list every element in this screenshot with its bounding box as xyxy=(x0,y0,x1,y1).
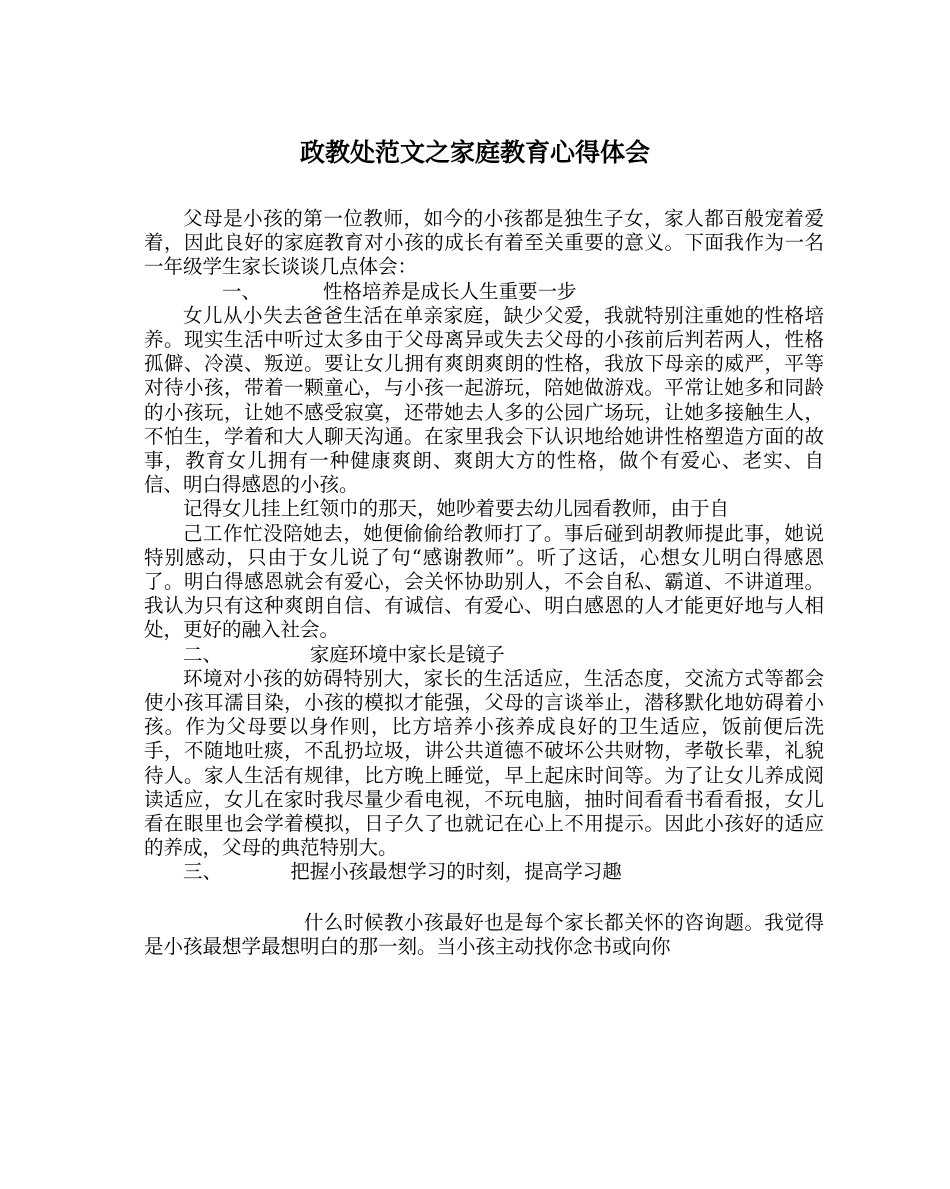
blank-line xyxy=(144,885,824,911)
document-title: 政教处范文之家庭教育心得体会 xyxy=(299,138,650,167)
paragraph-intro: 父母是小孩的第一位教师，如今的小孩都是独生子女，家人都百般宠着爱着，因此良好的家庭教育对小孩的成长有着至关重要的意义。下面我作为一名一年级学生家长谈谈几点体会： xyxy=(144,207,824,279)
section-heading-1 xyxy=(144,280,824,304)
section-heading-1-number: 一、 xyxy=(222,279,262,303)
paragraph-red-scarf-line: 记得女儿挂上红领巾的那天，她吵着要去幼儿园看教师，由于自 xyxy=(183,497,730,521)
paragraph-red-scarf: 己工作忙没陪她去，她便偷偷给教师打了。事后碰到胡教师提此事，她说特别感动，只由于女儿说了句“感谢教师”。听了这话，心想女儿明白得感恩了。明白得感恩就会有爱心，会关怀协助别人，不会自私、霸道、不讲道理。我认为只有这种爽朗自信、有诚信、有爱心、明白感恩的人才能更好地与人相处，更好的融入社会。 xyxy=(144,521,824,642)
section-heading-1-text: 性格培养是成长人生重要一步 xyxy=(323,279,577,303)
paragraph-environment: 环境对小孩的妨碍特别大，家长的生活适应，生活态度，交流方式等都会使小孩耳濡目染，小孩的模拟才能强，父母的言谈举止，潜移默化地妨碍着小孩。作为父母要以身作则，比方培养小孩养成良好的卫生适应，饭前便后洗手，不随地吐痰，不乱扔垃圾，讲公共道德不破坏公共财物，孝敬长辈，礼貌待人。家人生活有规律，比方晚上睡觉，早上起床时间等。为了让女儿养成阅读适应，女儿在家时我尽量少看电视，不玩电脑，抽时间看看书看看报，女儿看在眼里也会学着模拟，日子久了也就记在心上不用提示。因此小孩好的适应的养成，父母的典范特别大。 xyxy=(144,666,824,860)
document-body xyxy=(144,207,824,959)
paragraph-personality: 女儿从小失去爸爸生活在单亲家庭，缺少父爱，我就特别注重她的性格培养。现实生活中听过太多由于父母离异或失去父母的小孩前后判若两人，性格孤僻、冷漠、叛逆。要让女儿拥有爽朗爽朗的性格，我放下母亲的威严，平等对待小孩，带着一颗童心，与小孩一起游玩，陪她做游戏。平常让她多和同龄的小孩玩，让她不感受寂寞，还带她去人多的公园广场玩，让她多接触生人，不怕生，学着和大人聊天沟通。在家里我会下认识地给她讲性格塑造方面的故事，教育女儿拥有一种健康爽朗、爽朗大方的性格，做个有爱心、老实、自信、明白得感恩的小孩。 xyxy=(144,303,824,497)
paragraph-best-time: 什么时候教小孩最好也是每个家长都关怀的咨询题。我觉得是小孩最想学最想明白的那一刻。当小孩主动找你念书或向你 xyxy=(144,910,824,958)
section-heading-2: 二、 家庭环境中家长是镜子 xyxy=(183,642,505,666)
section-heading-3: 三、 把握小孩最想学习的时刻，提高学习趣 xyxy=(183,860,622,884)
